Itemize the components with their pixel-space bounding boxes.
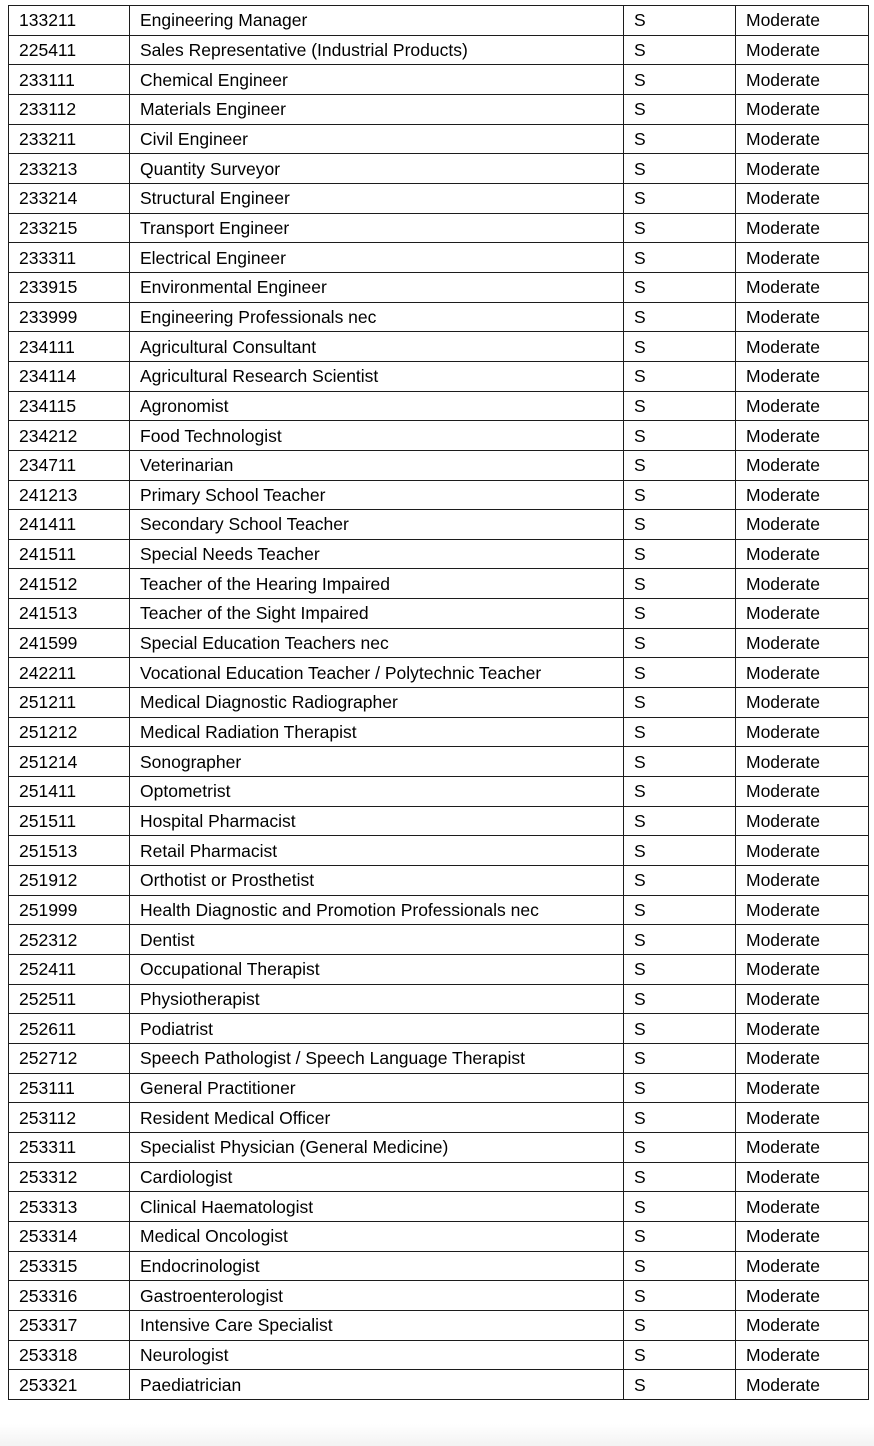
risk-level-cell: Moderate bbox=[736, 510, 869, 540]
occupation-code-cell: 233213 bbox=[9, 154, 130, 184]
table-row bbox=[9, 124, 869, 154]
table-row bbox=[9, 421, 869, 451]
table-row bbox=[9, 806, 869, 836]
occupation-code-cell: 234114 bbox=[9, 361, 130, 391]
list-flag-cell: S bbox=[624, 895, 736, 925]
table-row bbox=[9, 599, 869, 629]
occupation-code-cell: 234115 bbox=[9, 391, 130, 421]
table-row bbox=[9, 984, 869, 1014]
page-bottom-fade bbox=[0, 1424, 874, 1446]
table-row bbox=[9, 1221, 869, 1251]
occupation-code-cell: 234111 bbox=[9, 332, 130, 362]
risk-level-cell: Moderate bbox=[736, 1370, 869, 1400]
occupation-title-cell: Transport Engineer bbox=[130, 213, 624, 243]
occupation-code-cell: 234212 bbox=[9, 421, 130, 451]
risk-level-cell: Moderate bbox=[736, 391, 869, 421]
occupation-title-cell: Civil Engineer bbox=[130, 124, 624, 154]
list-flag-cell: S bbox=[624, 1103, 736, 1133]
table-row bbox=[9, 272, 869, 302]
table-row bbox=[9, 1162, 869, 1192]
risk-level-cell: Moderate bbox=[736, 1014, 869, 1044]
occupation-code-cell: 241599 bbox=[9, 628, 130, 658]
table-row bbox=[9, 65, 869, 95]
occupation-code-cell: 234711 bbox=[9, 450, 130, 480]
occupation-code-cell: 253311 bbox=[9, 1132, 130, 1162]
risk-level-cell: Moderate bbox=[736, 94, 869, 124]
risk-level-cell: Moderate bbox=[736, 1221, 869, 1251]
list-flag-cell: S bbox=[624, 510, 736, 540]
table-row bbox=[9, 510, 869, 540]
occupation-title-cell: Clinical Haematologist bbox=[130, 1192, 624, 1222]
risk-level-cell: Moderate bbox=[736, 124, 869, 154]
occupation-code-cell: 253317 bbox=[9, 1310, 130, 1340]
occupation-code-cell: 233999 bbox=[9, 302, 130, 332]
occupation-code-cell: 233311 bbox=[9, 243, 130, 273]
occupation-title-cell: Hospital Pharmacist bbox=[130, 806, 624, 836]
table-row bbox=[9, 1310, 869, 1340]
risk-level-cell: Moderate bbox=[736, 747, 869, 777]
occupation-title-cell: Dentist bbox=[130, 925, 624, 955]
occupation-code-cell: 253316 bbox=[9, 1281, 130, 1311]
list-flag-cell: S bbox=[624, 183, 736, 213]
list-flag-cell: S bbox=[624, 302, 736, 332]
table-row bbox=[9, 361, 869, 391]
occupation-title-cell: Engineering Professionals nec bbox=[130, 302, 624, 332]
table-row bbox=[9, 955, 869, 985]
occupation-table-body bbox=[9, 6, 869, 1400]
risk-level-cell: Moderate bbox=[736, 569, 869, 599]
occupation-code-cell: 252411 bbox=[9, 955, 130, 985]
risk-level-cell: Moderate bbox=[736, 866, 869, 896]
occupation-title-cell: Materials Engineer bbox=[130, 94, 624, 124]
occupation-code-cell: 252712 bbox=[9, 1043, 130, 1073]
occupation-code-cell: 133211 bbox=[9, 6, 130, 36]
occupation-title-cell: Paediatrician bbox=[130, 1370, 624, 1400]
occupation-code-cell: 253315 bbox=[9, 1251, 130, 1281]
list-flag-cell: S bbox=[624, 213, 736, 243]
risk-level-cell: Moderate bbox=[736, 1162, 869, 1192]
table-row bbox=[9, 1370, 869, 1400]
list-flag-cell: S bbox=[624, 391, 736, 421]
occupation-table bbox=[8, 5, 869, 1400]
risk-level-cell: Moderate bbox=[736, 213, 869, 243]
occupation-title-cell: Specialist Physician (General Medicine) bbox=[130, 1132, 624, 1162]
list-flag-cell: S bbox=[624, 361, 736, 391]
occupation-code-cell: 233111 bbox=[9, 65, 130, 95]
occupation-title-cell: Orthotist or Prosthetist bbox=[130, 866, 624, 896]
occupation-title-cell: Podiatrist bbox=[130, 1014, 624, 1044]
occupation-code-cell: 251214 bbox=[9, 747, 130, 777]
occupation-code-cell: 252312 bbox=[9, 925, 130, 955]
list-flag-cell: S bbox=[624, 154, 736, 184]
occupation-title-cell: Special Education Teachers nec bbox=[130, 628, 624, 658]
risk-level-cell: Moderate bbox=[736, 154, 869, 184]
occupation-title-cell: Agronomist bbox=[130, 391, 624, 421]
table-row bbox=[9, 243, 869, 273]
list-flag-cell: S bbox=[624, 450, 736, 480]
occupation-code-cell: 233112 bbox=[9, 94, 130, 124]
risk-level-cell: Moderate bbox=[736, 183, 869, 213]
table-row bbox=[9, 747, 869, 777]
occupation-code-cell: 251411 bbox=[9, 777, 130, 807]
occupation-title-cell: Electrical Engineer bbox=[130, 243, 624, 273]
list-flag-cell: S bbox=[624, 836, 736, 866]
occupation-title-cell: Secondary School Teacher bbox=[130, 510, 624, 540]
occupation-title-cell: Speech Pathologist / Speech Language Therapist bbox=[130, 1043, 624, 1073]
risk-level-cell: Moderate bbox=[736, 302, 869, 332]
occupation-title-cell: Special Needs Teacher bbox=[130, 539, 624, 569]
risk-level-cell: Moderate bbox=[736, 717, 869, 747]
occupation-title-cell: Sales Representative (Industrial Products) bbox=[130, 35, 624, 65]
risk-level-cell: Moderate bbox=[736, 361, 869, 391]
occupation-title-cell: Vocational Education Teacher / Polytechnic Teacher bbox=[130, 658, 624, 688]
occupation-code-cell: 251513 bbox=[9, 836, 130, 866]
table-row bbox=[9, 302, 869, 332]
risk-level-cell: Moderate bbox=[736, 1132, 869, 1162]
occupation-title-cell: General Practitioner bbox=[130, 1073, 624, 1103]
occupation-title-cell: Health Diagnostic and Promotion Professionals nec bbox=[130, 895, 624, 925]
table-row bbox=[9, 925, 869, 955]
list-flag-cell: S bbox=[624, 94, 736, 124]
occupation-title-cell: Cardiologist bbox=[130, 1162, 624, 1192]
occupation-code-cell: 253312 bbox=[9, 1162, 130, 1192]
occupation-title-cell: Veterinarian bbox=[130, 450, 624, 480]
table-row bbox=[9, 1132, 869, 1162]
table-row bbox=[9, 836, 869, 866]
list-flag-cell: S bbox=[624, 658, 736, 688]
occupation-title-cell: Engineering Manager bbox=[130, 6, 624, 36]
risk-level-cell: Moderate bbox=[736, 984, 869, 1014]
list-flag-cell: S bbox=[624, 35, 736, 65]
occupation-code-cell: 233211 bbox=[9, 124, 130, 154]
list-flag-cell: S bbox=[624, 243, 736, 273]
table-row bbox=[9, 6, 869, 36]
risk-level-cell: Moderate bbox=[736, 955, 869, 985]
list-flag-cell: S bbox=[624, 65, 736, 95]
occupation-title-cell: Neurologist bbox=[130, 1340, 624, 1370]
table-row bbox=[9, 391, 869, 421]
risk-level-cell: Moderate bbox=[736, 243, 869, 273]
risk-level-cell: Moderate bbox=[736, 35, 869, 65]
list-flag-cell: S bbox=[624, 806, 736, 836]
table-row bbox=[9, 1340, 869, 1370]
occupation-code-cell: 252511 bbox=[9, 984, 130, 1014]
risk-level-cell: Moderate bbox=[736, 539, 869, 569]
occupation-code-cell: 225411 bbox=[9, 35, 130, 65]
table-row bbox=[9, 480, 869, 510]
list-flag-cell: S bbox=[624, 1014, 736, 1044]
table-row bbox=[9, 777, 869, 807]
list-flag-cell: S bbox=[624, 332, 736, 362]
occupation-code-cell: 251511 bbox=[9, 806, 130, 836]
occupation-title-cell: Medical Radiation Therapist bbox=[130, 717, 624, 747]
list-flag-cell: S bbox=[624, 777, 736, 807]
risk-level-cell: Moderate bbox=[736, 836, 869, 866]
risk-level-cell: Moderate bbox=[736, 599, 869, 629]
occupation-title-cell: Physiotherapist bbox=[130, 984, 624, 1014]
occupation-title-cell: Quantity Surveyor bbox=[130, 154, 624, 184]
occupation-code-cell: 253313 bbox=[9, 1192, 130, 1222]
occupation-title-cell: Intensive Care Specialist bbox=[130, 1310, 624, 1340]
table-row bbox=[9, 450, 869, 480]
occupation-title-cell: Teacher of the Sight Impaired bbox=[130, 599, 624, 629]
table-row bbox=[9, 1192, 869, 1222]
occupation-code-cell: 233214 bbox=[9, 183, 130, 213]
table-row bbox=[9, 658, 869, 688]
occupation-title-cell: Medical Oncologist bbox=[130, 1221, 624, 1251]
risk-level-cell: Moderate bbox=[736, 272, 869, 302]
risk-level-cell: Moderate bbox=[736, 777, 869, 807]
occupation-title-cell: Primary School Teacher bbox=[130, 480, 624, 510]
table-row bbox=[9, 866, 869, 896]
risk-level-cell: Moderate bbox=[736, 421, 869, 451]
occupation-title-cell: Food Technologist bbox=[130, 421, 624, 451]
risk-level-cell: Moderate bbox=[736, 658, 869, 688]
occupation-title-cell: Teacher of the Hearing Impaired bbox=[130, 569, 624, 599]
table-row bbox=[9, 154, 869, 184]
risk-level-cell: Moderate bbox=[736, 1043, 869, 1073]
occupation-title-cell: Occupational Therapist bbox=[130, 955, 624, 985]
occupation-title-cell: Environmental Engineer bbox=[130, 272, 624, 302]
risk-level-cell: Moderate bbox=[736, 1192, 869, 1222]
list-flag-cell: S bbox=[624, 866, 736, 896]
risk-level-cell: Moderate bbox=[736, 1281, 869, 1311]
risk-level-cell: Moderate bbox=[736, 925, 869, 955]
occupation-title-cell: Structural Engineer bbox=[130, 183, 624, 213]
list-flag-cell: S bbox=[624, 925, 736, 955]
table-row bbox=[9, 1281, 869, 1311]
risk-level-cell: Moderate bbox=[736, 65, 869, 95]
risk-level-cell: Moderate bbox=[736, 1251, 869, 1281]
list-flag-cell: S bbox=[624, 1192, 736, 1222]
list-flag-cell: S bbox=[624, 124, 736, 154]
list-flag-cell: S bbox=[624, 717, 736, 747]
table-row bbox=[9, 183, 869, 213]
occupation-title-cell: Endocrinologist bbox=[130, 1251, 624, 1281]
list-flag-cell: S bbox=[624, 569, 736, 599]
occupation-title-cell: Resident Medical Officer bbox=[130, 1103, 624, 1133]
table-row bbox=[9, 569, 869, 599]
occupation-code-cell: 253314 bbox=[9, 1221, 130, 1251]
list-flag-cell: S bbox=[624, 955, 736, 985]
table-row bbox=[9, 332, 869, 362]
risk-level-cell: Moderate bbox=[736, 895, 869, 925]
occupation-title-cell: Chemical Engineer bbox=[130, 65, 624, 95]
risk-level-cell: Moderate bbox=[736, 688, 869, 718]
risk-level-cell: Moderate bbox=[736, 480, 869, 510]
table-row bbox=[9, 94, 869, 124]
table-row bbox=[9, 1251, 869, 1281]
list-flag-cell: S bbox=[624, 1162, 736, 1192]
occupation-code-cell: 233215 bbox=[9, 213, 130, 243]
occupation-code-cell: 251912 bbox=[9, 866, 130, 896]
list-flag-cell: S bbox=[624, 1340, 736, 1370]
occupation-code-cell: 241511 bbox=[9, 539, 130, 569]
occupation-code-cell: 253111 bbox=[9, 1073, 130, 1103]
occupation-title-cell: Medical Diagnostic Radiographer bbox=[130, 688, 624, 718]
occupation-title-cell: Agricultural Consultant bbox=[130, 332, 624, 362]
list-flag-cell: S bbox=[624, 1310, 736, 1340]
list-flag-cell: S bbox=[624, 688, 736, 718]
risk-level-cell: Moderate bbox=[736, 450, 869, 480]
list-flag-cell: S bbox=[624, 599, 736, 629]
list-flag-cell: S bbox=[624, 1132, 736, 1162]
occupation-code-cell: 233915 bbox=[9, 272, 130, 302]
list-flag-cell: S bbox=[624, 539, 736, 569]
risk-level-cell: Moderate bbox=[736, 1103, 869, 1133]
risk-level-cell: Moderate bbox=[736, 1310, 869, 1340]
occupation-title-cell: Agricultural Research Scientist bbox=[130, 361, 624, 391]
occupation-code-cell: 251212 bbox=[9, 717, 130, 747]
risk-level-cell: Moderate bbox=[736, 1073, 869, 1103]
occupation-code-cell: 242211 bbox=[9, 658, 130, 688]
table-row bbox=[9, 1103, 869, 1133]
occupation-code-cell: 251999 bbox=[9, 895, 130, 925]
occupation-code-cell: 241512 bbox=[9, 569, 130, 599]
list-flag-cell: S bbox=[624, 628, 736, 658]
list-flag-cell: S bbox=[624, 1073, 736, 1103]
occupation-title-cell: Optometrist bbox=[130, 777, 624, 807]
list-flag-cell: S bbox=[624, 1251, 736, 1281]
list-flag-cell: S bbox=[624, 1281, 736, 1311]
list-flag-cell: S bbox=[624, 1043, 736, 1073]
occupation-code-cell: 241513 bbox=[9, 599, 130, 629]
list-flag-cell: S bbox=[624, 480, 736, 510]
table-row bbox=[9, 895, 869, 925]
table-row bbox=[9, 628, 869, 658]
table-row bbox=[9, 717, 869, 747]
risk-level-cell: Moderate bbox=[736, 628, 869, 658]
occupation-title-cell: Sonographer bbox=[130, 747, 624, 777]
list-flag-cell: S bbox=[624, 1221, 736, 1251]
table-row bbox=[9, 213, 869, 243]
risk-level-cell: Moderate bbox=[736, 806, 869, 836]
list-flag-cell: S bbox=[624, 1370, 736, 1400]
table-row bbox=[9, 35, 869, 65]
table-row bbox=[9, 1073, 869, 1103]
occupation-code-cell: 253321 bbox=[9, 1370, 130, 1400]
risk-level-cell: Moderate bbox=[736, 332, 869, 362]
list-flag-cell: S bbox=[624, 984, 736, 1014]
risk-level-cell: Moderate bbox=[736, 6, 869, 36]
occupation-code-cell: 253318 bbox=[9, 1340, 130, 1370]
occupation-code-cell: 253112 bbox=[9, 1103, 130, 1133]
occupation-title-cell: Retail Pharmacist bbox=[130, 836, 624, 866]
table-row bbox=[9, 539, 869, 569]
table-row bbox=[9, 1014, 869, 1044]
table-row bbox=[9, 688, 869, 718]
occupation-title-cell: Gastroenterologist bbox=[130, 1281, 624, 1311]
occupation-code-cell: 241213 bbox=[9, 480, 130, 510]
list-flag-cell: S bbox=[624, 272, 736, 302]
list-flag-cell: S bbox=[624, 421, 736, 451]
table-row bbox=[9, 1043, 869, 1073]
occupation-code-cell: 252611 bbox=[9, 1014, 130, 1044]
list-flag-cell: S bbox=[624, 6, 736, 36]
occupation-code-cell: 251211 bbox=[9, 688, 130, 718]
occupation-code-cell: 241411 bbox=[9, 510, 130, 540]
list-flag-cell: S bbox=[624, 747, 736, 777]
risk-level-cell: Moderate bbox=[736, 1340, 869, 1370]
